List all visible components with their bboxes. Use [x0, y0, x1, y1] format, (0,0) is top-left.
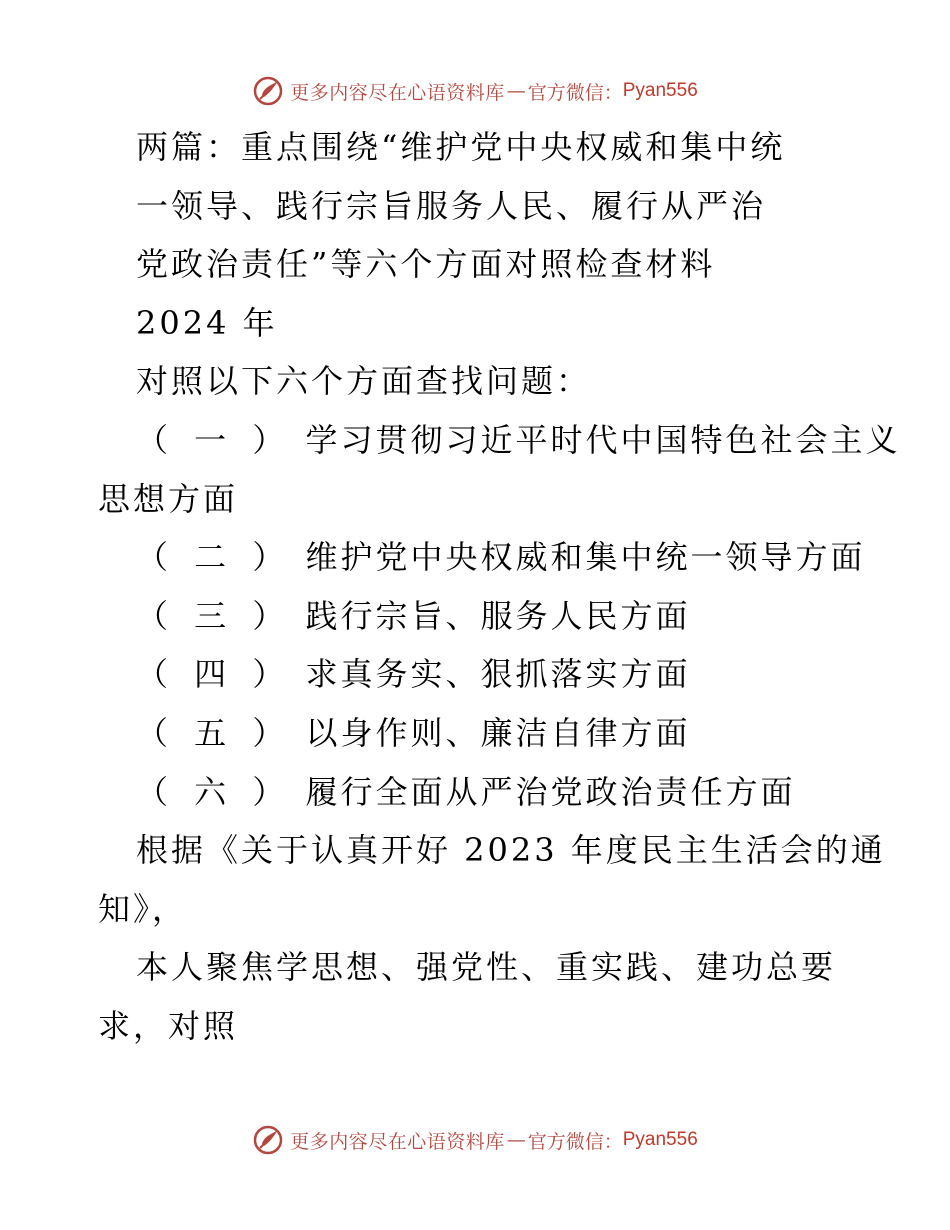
- banner-wechat-label: 官方微信：: [527, 81, 623, 104]
- footer-banner: [0, 1120, 950, 1160]
- list-item-1-continuation: 思想方面: [98, 479, 239, 518]
- quill-heart-logo-icon: [252, 1124, 284, 1156]
- header-banner: [0, 71, 950, 111]
- intro-line: 对照以下六个方面查找问题：: [136, 362, 592, 401]
- list-item-6: [98, 763, 858, 822]
- list-item-2: [98, 528, 866, 587]
- banner-content: [252, 75, 698, 107]
- banner-site-text: 更多内容尽在心语资料库: [290, 1130, 505, 1153]
- title-line-3: 党政治责任”等六个方面对照检查材料: [136, 245, 716, 284]
- title-line-1: 两篇：重点围绕“维护党中央权威和集中统: [136, 128, 786, 166]
- list-item-number: （ 五 ）: [136, 713, 293, 752]
- paragraph-2-line-2: 求，对照: [98, 1006, 239, 1045]
- list-item-text: 求真务实、狠抓落实方面: [305, 655, 691, 694]
- list-item-text: 践行宗旨、服务人民方面: [305, 596, 691, 635]
- paragraph-1-line-1: 根据《关于认真开好 2023 年度民主生活会的通: [136, 831, 886, 870]
- document-body: [98, 118, 901, 1056]
- quill-heart-logo-icon: [252, 75, 284, 107]
- banner-wechat-id: Pyan556: [622, 1129, 698, 1150]
- banner-separator: —: [506, 80, 526, 102]
- list-item-3: [98, 587, 858, 646]
- list-item-text: 学习贯彻习近平时代中国特色社会主义: [305, 420, 901, 459]
- list-item-number: （ 四 ）: [136, 655, 293, 694]
- list-item-number: （ 二 ）: [136, 538, 293, 577]
- paragraph-2-line-1: 本人聚焦学思想、强党性、重实践、建功总要: [136, 948, 837, 987]
- banner-separator: —: [506, 1129, 526, 1151]
- list-item-text: 维护党中央权威和集中统一领导方面: [305, 538, 866, 577]
- list-item-number: （ 六 ）: [136, 772, 293, 811]
- banner-wechat-id: Pyan556: [622, 80, 698, 101]
- list-item-text: 以身作则、廉洁自律方面: [305, 713, 691, 752]
- paragraph-1-line-2: 知》，: [98, 889, 188, 928]
- banner-wechat-label: 官方微信：: [527, 1130, 623, 1153]
- banner-site-text: 更多内容尽在心语资料库: [290, 81, 505, 104]
- list-item-1: [98, 411, 901, 470]
- list-item-number: （ 三 ）: [136, 596, 293, 635]
- title-year: 2024 年: [136, 303, 278, 342]
- list-item-5: [98, 704, 858, 763]
- title-line-2: 一领导、践行宗旨服务人民、履行从严治: [136, 186, 767, 225]
- banner-content: [252, 1124, 698, 1156]
- list-item-4: [98, 645, 858, 704]
- list-item-number: （ 一 ）: [136, 420, 293, 459]
- list-item-text: 履行全面从严治党政治责任方面: [305, 772, 796, 811]
